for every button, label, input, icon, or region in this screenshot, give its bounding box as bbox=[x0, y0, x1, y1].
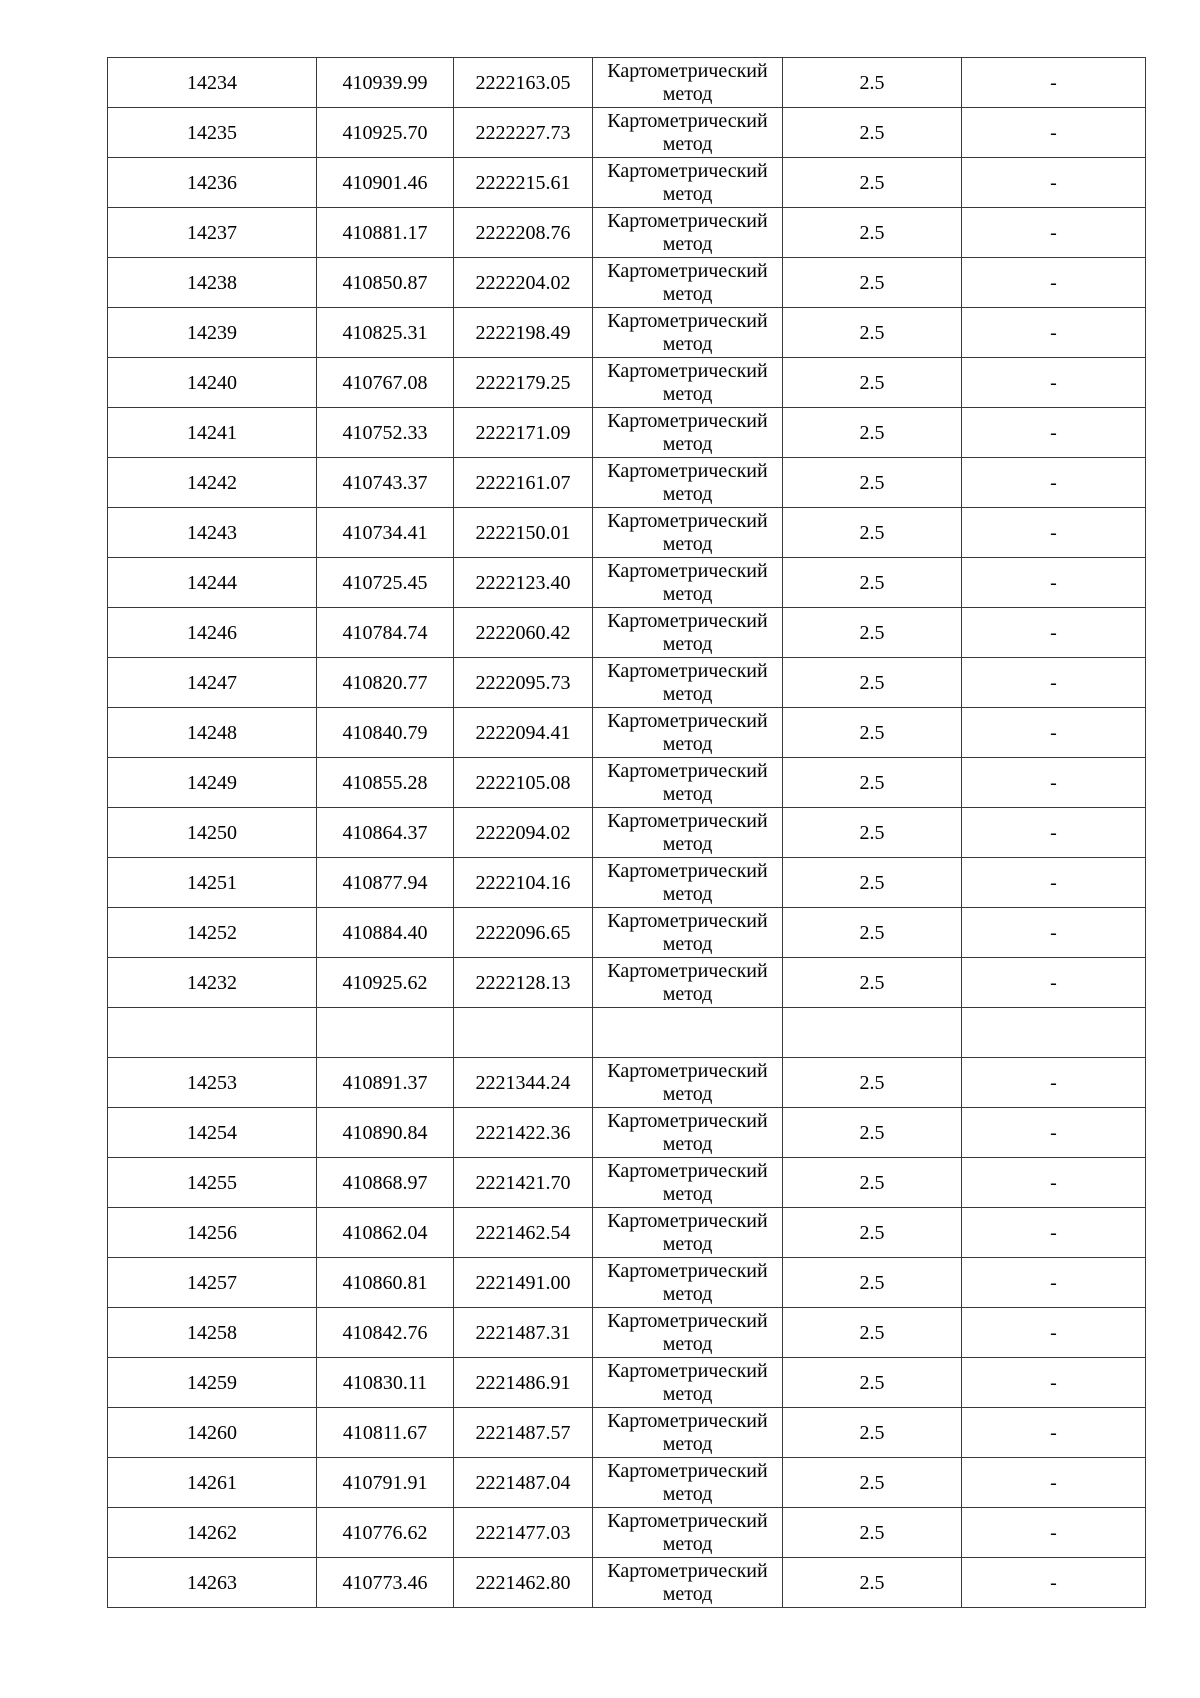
method-line-1: Картометрический bbox=[607, 1509, 768, 1532]
table-row bbox=[108, 1508, 1146, 1558]
x-coordinate-cell: 410884.40 bbox=[317, 908, 454, 958]
point-number-cell: 14246 bbox=[108, 608, 317, 658]
method-cell bbox=[593, 158, 783, 208]
method-cell bbox=[593, 558, 783, 608]
method-cell bbox=[593, 1058, 783, 1108]
note-cell: - bbox=[962, 758, 1146, 808]
accuracy-cell: 2.5 bbox=[783, 158, 962, 208]
accuracy-cell: 2.5 bbox=[783, 1408, 962, 1458]
method-cell bbox=[593, 908, 783, 958]
point-number-cell: 14244 bbox=[108, 558, 317, 608]
y-coordinate-cell: 2221487.31 bbox=[454, 1308, 593, 1358]
method-line-2: метод bbox=[662, 232, 713, 255]
point-number-cell: 14235 bbox=[108, 108, 317, 158]
x-coordinate-cell: 410773.46 bbox=[317, 1558, 454, 1608]
y-coordinate-cell: 2221491.00 bbox=[454, 1258, 593, 1308]
note-cell: - bbox=[962, 308, 1146, 358]
method-line-2: метод bbox=[662, 782, 713, 805]
note-cell: - bbox=[962, 1308, 1146, 1358]
point-number-cell: 14249 bbox=[108, 758, 317, 808]
method-line-1: Картометрический bbox=[607, 859, 768, 882]
y-coordinate-cell: 2221487.57 bbox=[454, 1408, 593, 1458]
x-coordinate-cell: 410860.81 bbox=[317, 1258, 454, 1308]
y-coordinate-cell: 2222198.49 bbox=[454, 308, 593, 358]
method-line-2: метод bbox=[662, 982, 713, 1005]
method-line-1: Картометрический bbox=[607, 409, 768, 432]
x-coordinate-cell: 410743.37 bbox=[317, 458, 454, 508]
point-number-cell: 14234 bbox=[108, 58, 317, 108]
accuracy-cell: 2.5 bbox=[783, 458, 962, 508]
method-cell bbox=[593, 1008, 783, 1058]
note-cell: - bbox=[962, 1408, 1146, 1458]
x-coordinate-cell: 410776.62 bbox=[317, 1508, 454, 1558]
note-cell: - bbox=[962, 508, 1146, 558]
method-line-1: Картометрический bbox=[607, 209, 768, 232]
accuracy-cell: 2.5 bbox=[783, 508, 962, 558]
method-line-2: метод bbox=[662, 932, 713, 955]
method-line-2: метод bbox=[662, 632, 713, 655]
accuracy-cell: 2.5 bbox=[783, 208, 962, 258]
y-coordinate-cell: 2221462.54 bbox=[454, 1208, 593, 1258]
table-row bbox=[108, 108, 1146, 158]
accuracy-cell: 2.5 bbox=[783, 558, 962, 608]
method-cell bbox=[593, 458, 783, 508]
x-coordinate-cell: 410864.37 bbox=[317, 808, 454, 858]
point-number-cell: 14262 bbox=[108, 1508, 317, 1558]
accuracy-cell: 2.5 bbox=[783, 958, 962, 1008]
accuracy-cell: 2.5 bbox=[783, 758, 962, 808]
x-coordinate-cell: 410825.31 bbox=[317, 308, 454, 358]
method-line-1: Картометрический bbox=[607, 759, 768, 782]
x-coordinate-cell: 410925.62 bbox=[317, 958, 454, 1008]
accuracy-cell: 2.5 bbox=[783, 308, 962, 358]
table-row bbox=[108, 908, 1146, 958]
point-number-cell: 14240 bbox=[108, 358, 317, 408]
x-coordinate-cell: 410939.99 bbox=[317, 58, 454, 108]
y-coordinate-cell: 2222123.40 bbox=[454, 558, 593, 608]
y-coordinate-cell: 2222227.73 bbox=[454, 108, 593, 158]
table-row bbox=[108, 1408, 1146, 1458]
y-coordinate-cell: 2222095.73 bbox=[454, 658, 593, 708]
coordinates-table-body bbox=[108, 58, 1146, 1608]
method-cell bbox=[593, 1158, 783, 1208]
point-number-cell: 14258 bbox=[108, 1308, 317, 1358]
x-coordinate-cell: 410855.28 bbox=[317, 758, 454, 808]
method-cell bbox=[593, 208, 783, 258]
method-line-1: Картометрический bbox=[607, 809, 768, 832]
method-cell bbox=[593, 1558, 783, 1608]
y-coordinate-cell bbox=[454, 1008, 593, 1058]
table-row bbox=[108, 658, 1146, 708]
method-line-1: Картометрический bbox=[607, 109, 768, 132]
accuracy-cell: 2.5 bbox=[783, 708, 962, 758]
method-cell bbox=[593, 408, 783, 458]
note-cell: - bbox=[962, 708, 1146, 758]
x-coordinate-cell: 410734.41 bbox=[317, 508, 454, 558]
note-cell: - bbox=[962, 1058, 1146, 1108]
table-row bbox=[108, 1308, 1146, 1358]
method-line-1: Картометрический bbox=[607, 309, 768, 332]
point-number-cell bbox=[108, 1008, 317, 1058]
accuracy-cell: 2.5 bbox=[783, 1508, 962, 1558]
method-line-2: метод bbox=[662, 1282, 713, 1305]
point-number-cell: 14252 bbox=[108, 908, 317, 958]
method-line-2: метод bbox=[662, 1582, 713, 1605]
accuracy-cell: 2.5 bbox=[783, 1208, 962, 1258]
table-row bbox=[108, 358, 1146, 408]
x-coordinate-cell: 410881.17 bbox=[317, 208, 454, 258]
x-coordinate-cell: 410862.04 bbox=[317, 1208, 454, 1258]
table-row bbox=[108, 208, 1146, 258]
note-cell: - bbox=[962, 1508, 1146, 1558]
table-row bbox=[108, 1108, 1146, 1158]
method-line-2: метод bbox=[662, 1182, 713, 1205]
x-coordinate-cell: 410791.91 bbox=[317, 1458, 454, 1508]
table-row bbox=[108, 58, 1146, 108]
accuracy-cell: 2.5 bbox=[783, 58, 962, 108]
method-line-1: Картометрический bbox=[607, 1209, 768, 1232]
method-cell bbox=[593, 1308, 783, 1358]
note-cell: - bbox=[962, 608, 1146, 658]
method-line-2: метод bbox=[662, 832, 713, 855]
method-line-2: метод bbox=[662, 1132, 713, 1155]
x-coordinate-cell: 410767.08 bbox=[317, 358, 454, 408]
x-coordinate-cell: 410820.77 bbox=[317, 658, 454, 708]
y-coordinate-cell: 2222208.76 bbox=[454, 208, 593, 258]
point-number-cell: 14254 bbox=[108, 1108, 317, 1158]
method-line-1: Картометрический bbox=[607, 1409, 768, 1432]
x-coordinate-cell: 410842.76 bbox=[317, 1308, 454, 1358]
point-number-cell: 14250 bbox=[108, 808, 317, 858]
accuracy-cell: 2.5 bbox=[783, 908, 962, 958]
method-line-1: Картометрический bbox=[607, 1559, 768, 1582]
method-line-1: Картометрический bbox=[607, 159, 768, 182]
method-line-1: Картометрический bbox=[607, 1459, 768, 1482]
accuracy-cell: 2.5 bbox=[783, 258, 962, 308]
table-row-empty bbox=[108, 1008, 1146, 1058]
y-coordinate-cell: 2222094.41 bbox=[454, 708, 593, 758]
y-coordinate-cell: 2222094.02 bbox=[454, 808, 593, 858]
accuracy-cell: 2.5 bbox=[783, 1358, 962, 1408]
note-cell: - bbox=[962, 108, 1146, 158]
accuracy-cell: 2.5 bbox=[783, 408, 962, 458]
table-row bbox=[108, 1358, 1146, 1408]
point-number-cell: 14238 bbox=[108, 258, 317, 308]
method-cell bbox=[593, 608, 783, 658]
note-cell: - bbox=[962, 58, 1146, 108]
y-coordinate-cell: 2222161.07 bbox=[454, 458, 593, 508]
x-coordinate-cell: 410784.74 bbox=[317, 608, 454, 658]
note-cell: - bbox=[962, 658, 1146, 708]
method-line-2: метод bbox=[662, 1432, 713, 1455]
method-line-1: Картометрический bbox=[607, 1059, 768, 1082]
method-line-1: Картометрический bbox=[607, 1159, 768, 1182]
x-coordinate-cell: 410811.67 bbox=[317, 1408, 454, 1458]
x-coordinate-cell: 410901.46 bbox=[317, 158, 454, 208]
method-cell bbox=[593, 758, 783, 808]
note-cell bbox=[962, 1008, 1146, 1058]
method-cell bbox=[593, 58, 783, 108]
method-cell bbox=[593, 358, 783, 408]
y-coordinate-cell: 2221422.36 bbox=[454, 1108, 593, 1158]
y-coordinate-cell: 2222204.02 bbox=[454, 258, 593, 308]
point-number-cell: 14241 bbox=[108, 408, 317, 458]
method-line-2: метод bbox=[662, 1532, 713, 1555]
note-cell: - bbox=[962, 1558, 1146, 1608]
table-row bbox=[108, 508, 1146, 558]
table-row bbox=[108, 1158, 1146, 1208]
accuracy-cell: 2.5 bbox=[783, 858, 962, 908]
coordinates-table bbox=[107, 57, 1146, 1608]
note-cell: - bbox=[962, 808, 1146, 858]
method-cell bbox=[593, 1408, 783, 1458]
accuracy-cell bbox=[783, 1008, 962, 1058]
y-coordinate-cell: 2221344.24 bbox=[454, 1058, 593, 1108]
x-coordinate-cell: 410891.37 bbox=[317, 1058, 454, 1108]
table-row bbox=[108, 308, 1146, 358]
method-cell bbox=[593, 708, 783, 758]
y-coordinate-cell: 2222215.61 bbox=[454, 158, 593, 208]
y-coordinate-cell: 2221421.70 bbox=[454, 1158, 593, 1208]
method-line-2: метод bbox=[662, 682, 713, 705]
accuracy-cell: 2.5 bbox=[783, 1558, 962, 1608]
x-coordinate-cell: 410877.94 bbox=[317, 858, 454, 908]
point-number-cell: 14236 bbox=[108, 158, 317, 208]
method-cell bbox=[593, 108, 783, 158]
x-coordinate-cell: 410830.11 bbox=[317, 1358, 454, 1408]
note-cell: - bbox=[962, 208, 1146, 258]
method-line-1: Картометрический bbox=[607, 1109, 768, 1132]
y-coordinate-cell: 2222104.16 bbox=[454, 858, 593, 908]
method-line-2: метод bbox=[662, 882, 713, 905]
point-number-cell: 14243 bbox=[108, 508, 317, 558]
table-row bbox=[108, 458, 1146, 508]
method-line-2: метод bbox=[662, 282, 713, 305]
y-coordinate-cell: 2221477.03 bbox=[454, 1508, 593, 1558]
method-line-2: метод bbox=[662, 432, 713, 455]
note-cell: - bbox=[962, 1358, 1146, 1408]
table-row bbox=[108, 608, 1146, 658]
method-line-2: метод bbox=[662, 82, 713, 105]
accuracy-cell: 2.5 bbox=[783, 1258, 962, 1308]
method-cell bbox=[593, 858, 783, 908]
method-line-1: Картометрический bbox=[607, 1309, 768, 1332]
method-cell bbox=[593, 308, 783, 358]
accuracy-cell: 2.5 bbox=[783, 658, 962, 708]
note-cell: - bbox=[962, 858, 1146, 908]
point-number-cell: 14261 bbox=[108, 1458, 317, 1508]
method-line-1: Картометрический bbox=[607, 509, 768, 532]
point-number-cell: 14263 bbox=[108, 1558, 317, 1608]
y-coordinate-cell: 2222150.01 bbox=[454, 508, 593, 558]
note-cell: - bbox=[962, 908, 1146, 958]
table-row bbox=[108, 708, 1146, 758]
accuracy-cell: 2.5 bbox=[783, 608, 962, 658]
note-cell: - bbox=[962, 558, 1146, 608]
table-row bbox=[108, 1558, 1146, 1608]
method-line-2: метод bbox=[662, 482, 713, 505]
method-cell bbox=[593, 1108, 783, 1158]
y-coordinate-cell: 2222171.09 bbox=[454, 408, 593, 458]
method-line-1: Картометрический bbox=[607, 909, 768, 932]
x-coordinate-cell: 410925.70 bbox=[317, 108, 454, 158]
y-coordinate-cell: 2222096.65 bbox=[454, 908, 593, 958]
point-number-cell: 14256 bbox=[108, 1208, 317, 1258]
point-number-cell: 14251 bbox=[108, 858, 317, 908]
method-cell bbox=[593, 808, 783, 858]
table-row bbox=[108, 158, 1146, 208]
method-line-1: Картометрический bbox=[607, 659, 768, 682]
method-line-1: Картометрический bbox=[607, 459, 768, 482]
method-line-2: метод bbox=[662, 1482, 713, 1505]
point-number-cell: 14253 bbox=[108, 1058, 317, 1108]
x-coordinate-cell: 410890.84 bbox=[317, 1108, 454, 1158]
x-coordinate-cell bbox=[317, 1008, 454, 1058]
accuracy-cell: 2.5 bbox=[783, 1108, 962, 1158]
method-line-2: метод bbox=[662, 1082, 713, 1105]
method-cell bbox=[593, 1208, 783, 1258]
y-coordinate-cell: 2221487.04 bbox=[454, 1458, 593, 1508]
table-row bbox=[108, 1058, 1146, 1108]
note-cell: - bbox=[962, 958, 1146, 1008]
accuracy-cell: 2.5 bbox=[783, 108, 962, 158]
accuracy-cell: 2.5 bbox=[783, 1058, 962, 1108]
note-cell: - bbox=[962, 1108, 1146, 1158]
method-line-2: метод bbox=[662, 132, 713, 155]
method-line-2: метод bbox=[662, 1382, 713, 1405]
method-line-2: метод bbox=[662, 382, 713, 405]
method-line-2: метод bbox=[662, 582, 713, 605]
y-coordinate-cell: 2222128.13 bbox=[454, 958, 593, 1008]
table-row bbox=[108, 958, 1146, 1008]
table-row bbox=[108, 1258, 1146, 1308]
method-cell bbox=[593, 258, 783, 308]
point-number-cell: 14239 bbox=[108, 308, 317, 358]
accuracy-cell: 2.5 bbox=[783, 1158, 962, 1208]
y-coordinate-cell: 2222179.25 bbox=[454, 358, 593, 408]
note-cell: - bbox=[962, 1158, 1146, 1208]
note-cell: - bbox=[962, 1458, 1146, 1508]
method-cell bbox=[593, 1358, 783, 1408]
note-cell: - bbox=[962, 158, 1146, 208]
method-line-1: Картометрический bbox=[607, 1359, 768, 1382]
method-line-2: метод bbox=[662, 1232, 713, 1255]
method-line-2: метод bbox=[662, 732, 713, 755]
table-row bbox=[108, 558, 1146, 608]
method-cell bbox=[593, 958, 783, 1008]
method-line-1: Картометрический bbox=[607, 259, 768, 282]
point-number-cell: 14259 bbox=[108, 1358, 317, 1408]
note-cell: - bbox=[962, 1208, 1146, 1258]
table-row bbox=[108, 758, 1146, 808]
method-cell bbox=[593, 658, 783, 708]
method-line-1: Картометрический bbox=[607, 959, 768, 982]
y-coordinate-cell: 2221462.80 bbox=[454, 1558, 593, 1608]
note-cell: - bbox=[962, 1258, 1146, 1308]
method-line-1: Картометрический bbox=[607, 559, 768, 582]
point-number-cell: 14248 bbox=[108, 708, 317, 758]
note-cell: - bbox=[962, 358, 1146, 408]
y-coordinate-cell: 2221486.91 bbox=[454, 1358, 593, 1408]
y-coordinate-cell: 2222060.42 bbox=[454, 608, 593, 658]
method-line-2: метод bbox=[662, 332, 713, 355]
point-number-cell: 14260 bbox=[108, 1408, 317, 1458]
method-line-2: метод bbox=[662, 532, 713, 555]
point-number-cell: 14255 bbox=[108, 1158, 317, 1208]
method-line-1: Картометрический bbox=[607, 1259, 768, 1282]
note-cell: - bbox=[962, 458, 1146, 508]
accuracy-cell: 2.5 bbox=[783, 1308, 962, 1358]
x-coordinate-cell: 410850.87 bbox=[317, 258, 454, 308]
method-cell bbox=[593, 1458, 783, 1508]
table-row bbox=[108, 1458, 1146, 1508]
table-row bbox=[108, 258, 1146, 308]
note-cell: - bbox=[962, 258, 1146, 308]
accuracy-cell: 2.5 bbox=[783, 808, 962, 858]
method-line-1: Картометрический bbox=[607, 709, 768, 732]
accuracy-cell: 2.5 bbox=[783, 358, 962, 408]
point-number-cell: 14257 bbox=[108, 1258, 317, 1308]
method-line-1: Картометрический bbox=[607, 359, 768, 382]
table-row bbox=[108, 1208, 1146, 1258]
x-coordinate-cell: 410752.33 bbox=[317, 408, 454, 458]
method-line-2: метод bbox=[662, 1332, 713, 1355]
table-row bbox=[108, 408, 1146, 458]
y-coordinate-cell: 2222105.08 bbox=[454, 758, 593, 808]
method-line-2: метод bbox=[662, 182, 713, 205]
x-coordinate-cell: 410868.97 bbox=[317, 1158, 454, 1208]
method-line-1: Картометрический bbox=[607, 609, 768, 632]
point-number-cell: 14232 bbox=[108, 958, 317, 1008]
accuracy-cell: 2.5 bbox=[783, 1458, 962, 1508]
point-number-cell: 14237 bbox=[108, 208, 317, 258]
method-cell bbox=[593, 1508, 783, 1558]
x-coordinate-cell: 410840.79 bbox=[317, 708, 454, 758]
method-cell bbox=[593, 1258, 783, 1308]
note-cell: - bbox=[962, 408, 1146, 458]
table-row bbox=[108, 808, 1146, 858]
method-cell bbox=[593, 508, 783, 558]
x-coordinate-cell: 410725.45 bbox=[317, 558, 454, 608]
method-line-1: Картометрический bbox=[607, 59, 768, 82]
point-number-cell: 14247 bbox=[108, 658, 317, 708]
table-row bbox=[108, 858, 1146, 908]
y-coordinate-cell: 2222163.05 bbox=[454, 58, 593, 108]
point-number-cell: 14242 bbox=[108, 458, 317, 508]
